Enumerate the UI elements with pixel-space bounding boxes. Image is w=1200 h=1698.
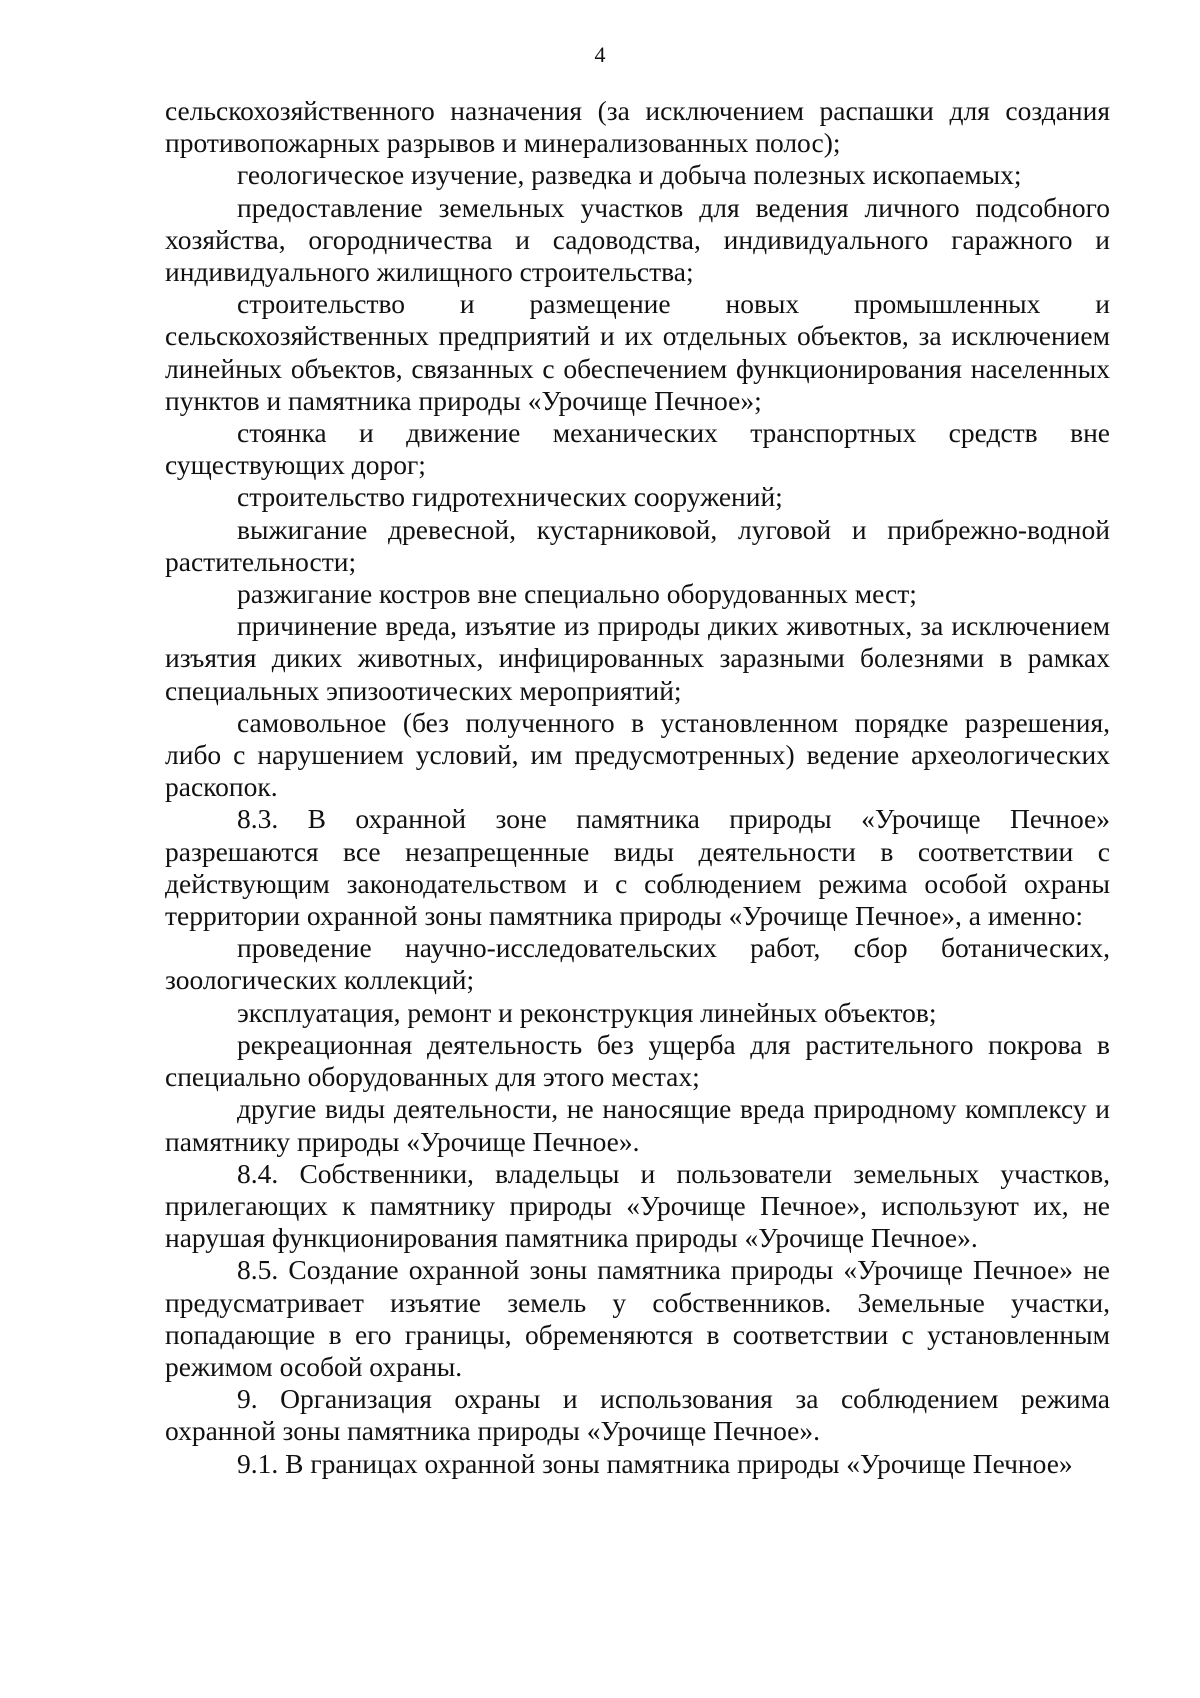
paragraph: причинение вреда, изъятие из природы диких животных, за исключением изъятия диких животных, инфицированных заразными болезнями в рамках специальных эпизоотических мероприятий; — [165, 610, 1110, 706]
paragraph: геологическое изучение, разведка и добыча полезных ископаемых; — [237, 159, 1022, 191]
section-paragraph: 9.1. В границах охранной зоны памятника природы «Урочище Печное» — [237, 1447, 1073, 1479]
paragraph: эксплуатация, ремонт и реконструкция линейных объектов; — [237, 996, 937, 1028]
paragraph: рекреационная деятельность без ущерба для растительного покрова в специально оборудованных для этого местах; — [165, 1028, 1110, 1093]
section-paragraph: 8.5. Создание охранной зоны памятника природы «Урочище Печное» не предусматривает изъятие земель у собственников. Земельные участки, попадающие в его границы, обременяются в соответствии с установленным режимом особой охраны. — [165, 1254, 1110, 1382]
paragraph: предоставление земельных участков для ведения личного подсобного хозяйства, огородничества и садоводства, индивидуального гаражного и индивидуального жилищного строительства; — [165, 191, 1110, 288]
paragraph: строительство гидротехнических сооружений; — [237, 481, 783, 513]
paragraph: сельскохозяйственного назначения (за исключением распашки для создания противопожарных разрывов и минерализованных полос); — [165, 95, 1110, 159]
document-body — [165, 95, 1110, 1480]
paragraph: строительство и размещение новых промышленных и сельскохозяйственных предприятий и их отдельных объектов, за исключением линейных объектов, связанных с обеспечением функционирования населенных пунктов и памятника природы «Урочище Печное»; — [165, 288, 1110, 416]
paragraph: другие виды деятельности, не наносящие вреда природному комплексу и памятнику природы «Урочище Печное». — [165, 1093, 1110, 1157]
paragraph: разжигание костров вне специально оборудованных мест; — [237, 578, 917, 610]
paragraph: выжигание древесной, кустарниковой, луговой и прибрежно-водной растительности; — [165, 513, 1110, 577]
page-number: 4 — [594, 42, 606, 67]
paragraph: стоянка и движение механических транспортных средств вне существующих дорог; — [165, 417, 1110, 481]
section-paragraph: 8.3. В охранной зоне памятника природы «Урочище Печное» разрешаются все незапрещенные виды деятельности в соответствии с действующим законодательством и с соблюдением режима особой охраны территории охранной зоны памятника природы «Урочище Печное», а именно: — [165, 803, 1110, 932]
paragraph: проведение научно-исследовательских работ, сбор ботанических, зоологических коллекций; — [165, 932, 1110, 996]
paragraph: самовольное (без полученного в установленном порядке разрешения, либо с нарушением условий, им предусмотренных) ведение археологических раскопок. — [165, 706, 1110, 803]
section-heading-paragraph: 9. Организация охраны и использования за соблюдением режима охранной зоны памятника природы «Урочище Печное». — [165, 1383, 1110, 1447]
section-paragraph: 8.4. Собственники, владельцы и пользователи земельных участков, прилегающих к памятнику природы «Урочище Печное», используют их, не нарушая функционирования памятника природы «Урочище Печное». — [165, 1157, 1110, 1254]
